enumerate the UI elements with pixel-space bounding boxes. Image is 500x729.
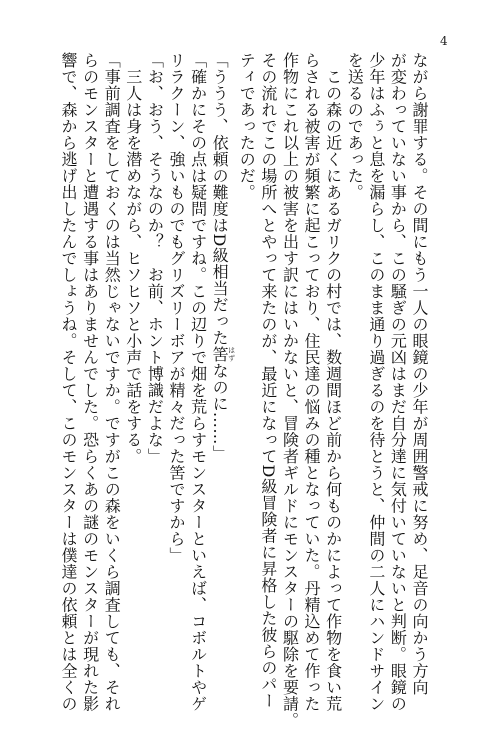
text-line: らされる被害が頻繁に起こっており、住民達の悩みの種となっていた。丹精込めて作った [302, 52, 322, 712]
vertical-text-body [59, 52, 430, 729]
text-line: らのモンスターと遭遇する事はありませんでした。恐らくあの謎のモンスターが現れた影 [80, 52, 100, 712]
text-line: 少年はふぅと息を漏らし、このまま通り過ぎるのを待とうと、仲間の二人にハンドサイン [366, 52, 386, 712]
text-line: 響で、森から逃げ出したんでしょうね。そして、このモンスターは僕達の依頼とは全くの [59, 52, 78, 712]
text-line: 三人は身を潜めながら、ヒソヒソと小声で話をする。 [123, 52, 143, 465]
text-line: 作物にこれ以上の被害を出す訳にはいかないと、冒険者ギルドにモンスターの駆除を要請。 [280, 52, 300, 729]
text-line: リラクーン、強いものでもグリズリーボアが精々だった筈ですから」 [166, 52, 186, 564]
text-line: 「事前調査をしておくのは当然じゃないですか。ですがこの森をいくら調査しても、それ [102, 52, 122, 712]
furigana-ruby: 筈はず [210, 345, 236, 363]
text-line: ティであったのだ。 [237, 52, 257, 201]
text-line: が変わっていない事から、この騒ぎの元凶はまだ自分達に気付いていないと判断。眼鏡の [388, 52, 408, 712]
furigana-reading: はず [227, 345, 236, 363]
text-line: 「確かにその点は疑問ですね。この辺りで畑を荒らすモンスターといえば、コボルトやゲ [188, 52, 208, 712]
text-line: その流れでこの場所へとやって来たのが、最近になってD級冒険者に昇格した彼らのパー [258, 52, 278, 709]
text-line: ながら謝罪する。その間にもう一人の眼鏡の少年が周囲警戒に努め、足音の向かう方向 [410, 52, 429, 696]
text-line: 「ううう、依頼の難度はD級相当だった筈はずなのに……」 [210, 52, 236, 462]
text-line: 「お、おう、そうなのか？ お前、ホント博識だよな」 [145, 52, 165, 465]
text-line: を送るのであった。 [345, 52, 365, 201]
page-number: 4 [440, 34, 448, 48]
text-line: この森の近くにあるガリクの村では、数週間ほど前から何ものかによって作物を食い荒 [323, 52, 343, 712]
